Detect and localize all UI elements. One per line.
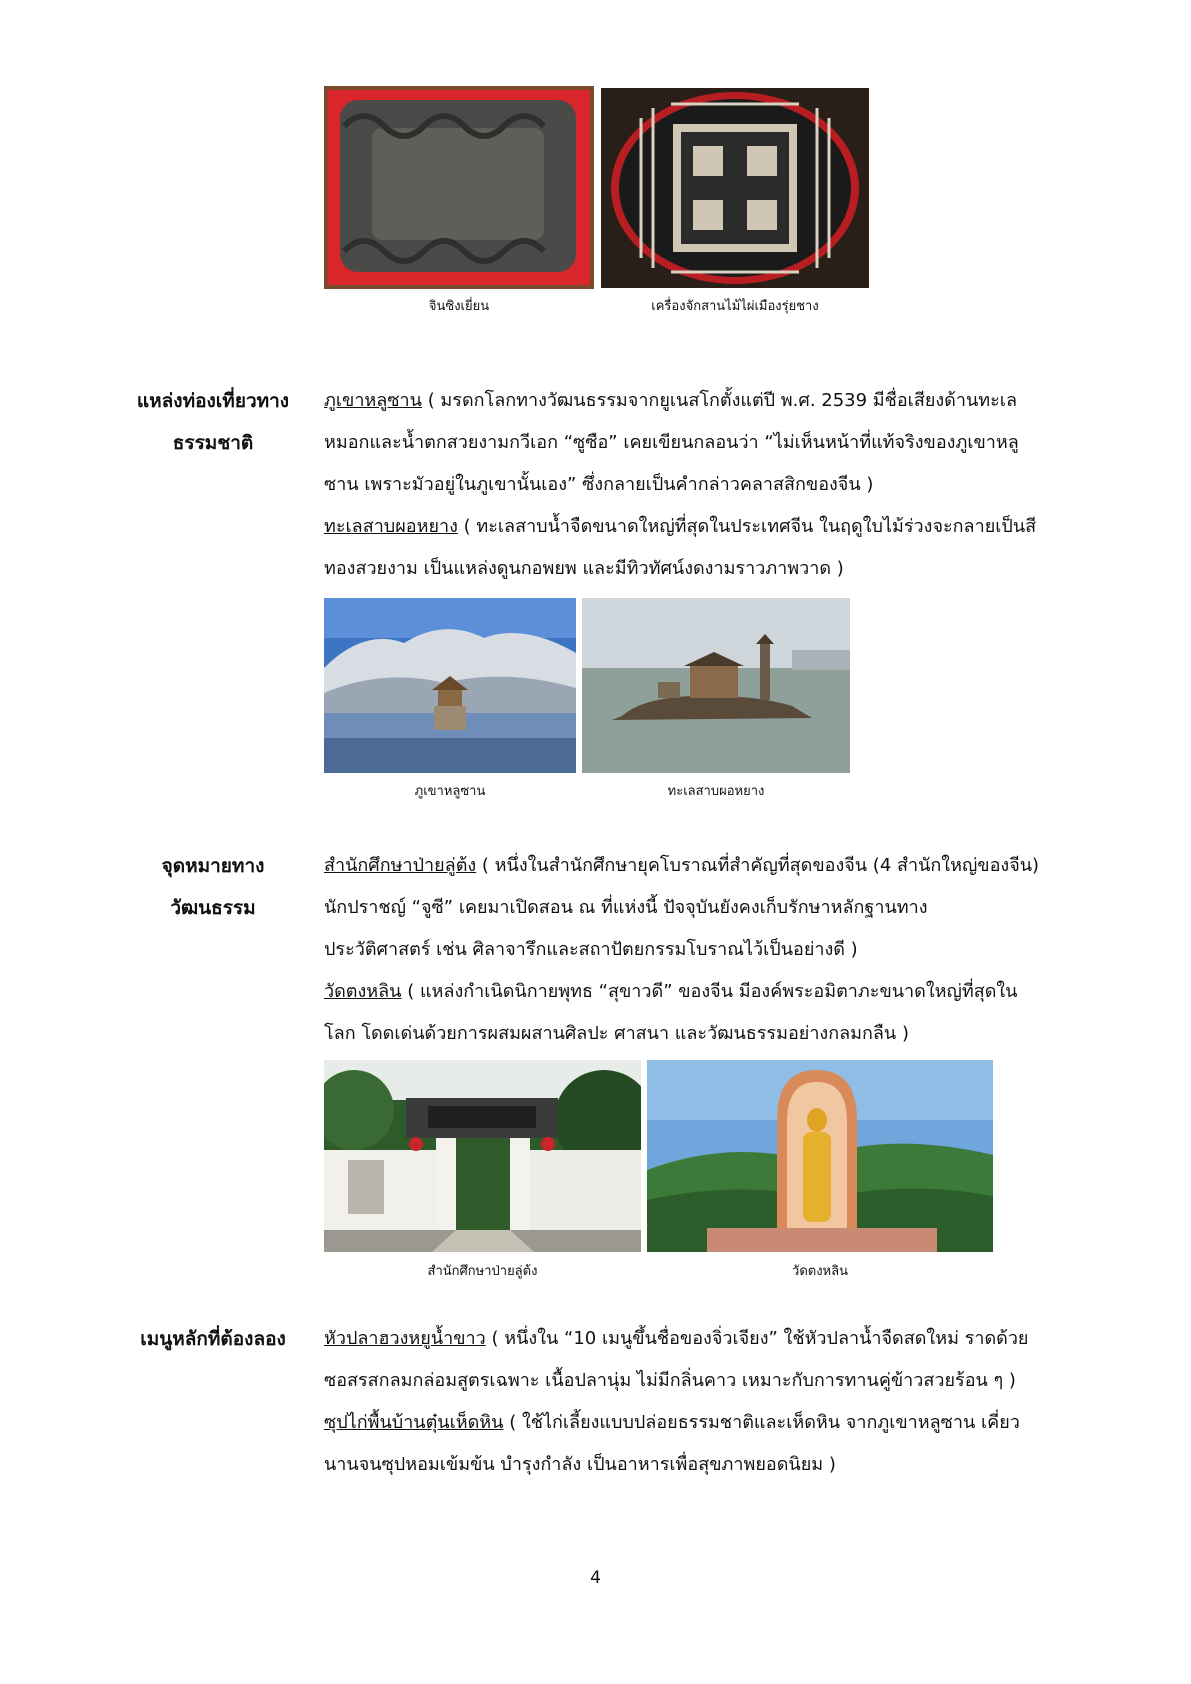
menu-label-line-1: เมนูหลักที่ต้องลอง	[140, 1328, 286, 1350]
ink-stone-caption: จินซิงเยี่ยน	[428, 299, 490, 314]
bailudong-name: สำนักศึกษาป่ายลู่ต้ง	[324, 855, 477, 876]
bailudong-academy-caption: สำนักศึกษาป่ายลู่ต้ง	[427, 1264, 538, 1279]
bamboo-plate-caption: เครื่องจักสานไม้ไผ่เมืองรุ่ยชาง	[651, 299, 819, 314]
lushan-caption: ภูเขาหลูซาน	[414, 784, 486, 799]
fish-head-dish-name: หัวปลาฮวงหยูน้ำขาว	[324, 1328, 486, 1349]
poyang-lake-photo	[582, 598, 850, 773]
culture-section-label	[118, 845, 308, 929]
donglin-temple-caption: วัดตงหลิน	[792, 1264, 848, 1279]
nature-label-line-1: แหล่งท่องเที่ยวทาง	[136, 390, 290, 412]
ink-stone-photo	[324, 86, 594, 289]
nature-label-line-2: ธรรมชาติ	[172, 432, 254, 454]
lushan-name: ภูเขาหลูซาน	[324, 390, 422, 411]
culture-label-line-2: วัฒนธรรม	[170, 897, 256, 919]
menu-description: หัวปลาฮวงหยูน้ำขาว ( หนึ่งใน “10 เมนูขึ้นชื่อของจิ่วเจียง” ใช้หัวปลาน้ำจืดสดใหม่ ราดด้วย ซอสรสกลมกล่อมสูตรเฉพาะ เนื้อปลานุ่ม ไม่มีกลิ่นคาว เหมาะกับการทานคู่ข้าวสวยร้อน ๆ ) ซุปไก่พื้นบ้านตุ๋นเห็ดหิน ( ใช้ไก่เลี้ยงแบบปล่อยธรรมชาติและเห็ดหิน จากภูเขาหลูซาน เคี่ยว นานจนซุปหอมเข้มข้น บำรุงกำลัง เป็นอาหารเพื่อสุขภาพยอดนิยม )	[324, 1328, 1029, 1475]
lushan-description: ภูเขาหลูซาน ( มรดกโลกทางวัฒนธรรมจากยูเนสโกตั้งแต่ปี พ.ศ. 2539 มีชื่อเสียงด้านทะเล หมอกและน้ำตกสวยงามกวีเอก “ซูซือ” เคยเขียนกลอนว่า “ไม่เห็นหน้าที่แท้จริงของภูเขาหลู ซาน เพราะมัวอยู่ในภูเขานั้นเอง” ซึ่งกลายเป็นคำกล่าวคลาสสิกของจีน ) ทะเลสาบผอหยาง ( ทะเลสาบน้ำจืดขนาดใหญ่ที่สุดในประเทศจีน ในฤดูใบไม้ร่วงจะกลายเป็นสี ทองสวยงาม เป็นแหล่งดูนกอพยพ และมีทิวทัศน์งดงามราวภาพวาด )	[324, 390, 1037, 579]
poyang-lake-caption: ทะเลสาบผอหยาง	[667, 784, 765, 799]
menu-section-label	[118, 1318, 308, 1360]
nature-section-label	[118, 380, 308, 464]
bailudong-description: สำนักศึกษาป่ายลู่ต้ง ( หนึ่งในสำนักศึกษายุคโบราณที่สำคัญที่สุดของจีน (4 สำนักใหญ่ของจีน) นักปราชญ์ “จูซี” เคยมาเปิดสอน ณ ที่แห่งนี้ ปัจจุบันยังคงเก็บรักษาหลักฐานทาง ประวัติศาสตร์ เช่น ศิลาจารึกและสถาปัตยกรรมโบราณไว้เป็นอย่างดี ) วัดตงหลิน ( แหล่งกำเนิดนิกายพุทธ “สุขาวดี” ของจีน มีองค์พระอมิตาภะขนาดใหญ่ที่สุดใน โลก โดดเด่นด้วยการผสมผสานศิลปะ ศาสนา และวัฒนธรรมอย่างกลมกลืน )	[324, 855, 1040, 1044]
chicken-soup-dish-name: ซุปไก่พื้นบ้านตุ๋นเห็ดหิน	[324, 1412, 504, 1433]
bailudong-academy-photo	[324, 1060, 641, 1252]
poyang-lake-name: ทะเลสาบผอหยาง	[324, 516, 458, 537]
bamboo-plate-photo	[601, 88, 869, 288]
donglin-temple-photo	[647, 1060, 993, 1252]
lushan-photo	[324, 598, 576, 773]
culture-label-line-1: จุดหมายทาง	[161, 855, 265, 877]
page-number: 4	[590, 1568, 601, 1588]
donglin-temple-name: วัดตงหลิน	[324, 981, 402, 1002]
